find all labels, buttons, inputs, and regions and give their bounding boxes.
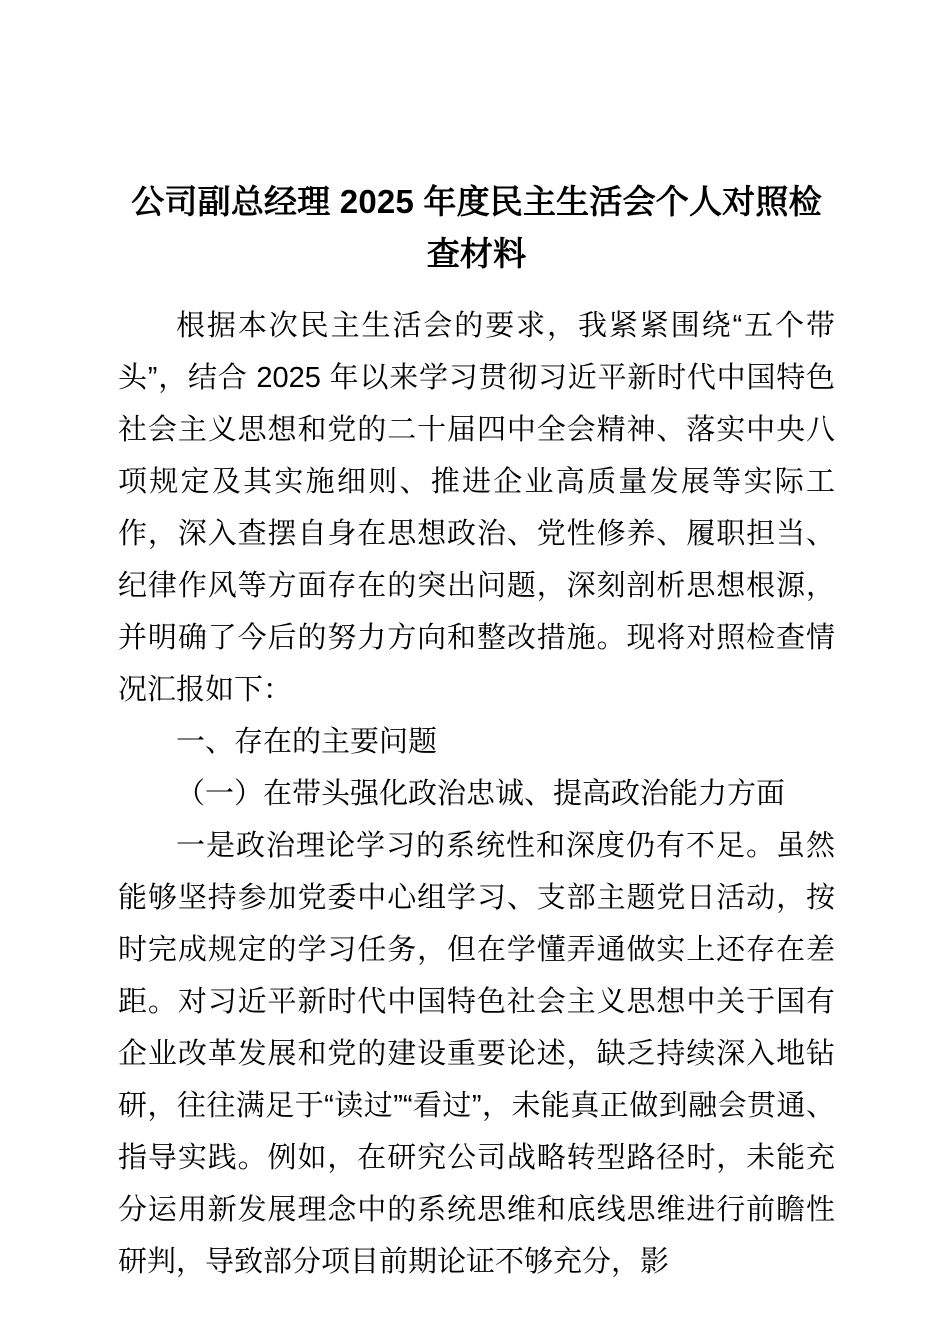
intro-paragraph: 根据本次民主生活会的要求，我紧紧围绕“五个带头”，结合 2025 年以来学习贯彻习近平新时代中国特色社会主义思想和党的二十届四中全会精神、落实中央八项规定及其实施细则、推进企业高质量发展等实际工作，深入查摆自身在思想政治、党性修养、履职担当、纪律作风等方面存在的突出问题，深刻剖析思想根源，并明确了今后的努力方向和整改措施。现将对照检查情况汇报如下： [118, 310, 835, 706]
page-content-area [118, 0, 835, 1288]
issue-one-paragraph: 一是政治理论学习的系统性和深度仍有不足。虽然能够坚持参加党委中心组学习、支部主题党日活动，按时完成规定的学习任务，但在学懂弄通做实上还存在差距。对习近平新时代中国特色社会主义思想中关于国有企业改革发展和党的建设重要论述，缺乏持续深入地钻研，往往满足于“读过”“看过”，未能真正做到融会贯通、指导实践。例如，在研究公司战略转型路径时，未能充分运用新发展理念中的系统思维和底线思维进行前瞻性研判，导致部分项目前期论证不够充分，影 [118, 830, 835, 1278]
section-heading-one: 一、存在的主要问题 [176, 726, 438, 758]
document-title: 公司副总经理 2025 年度民主生活会个人对照检查材料 [131, 183, 822, 272]
subsection-heading-one: （一）在带头强化政治忠诚、提高政治能力方面 [176, 778, 786, 810]
